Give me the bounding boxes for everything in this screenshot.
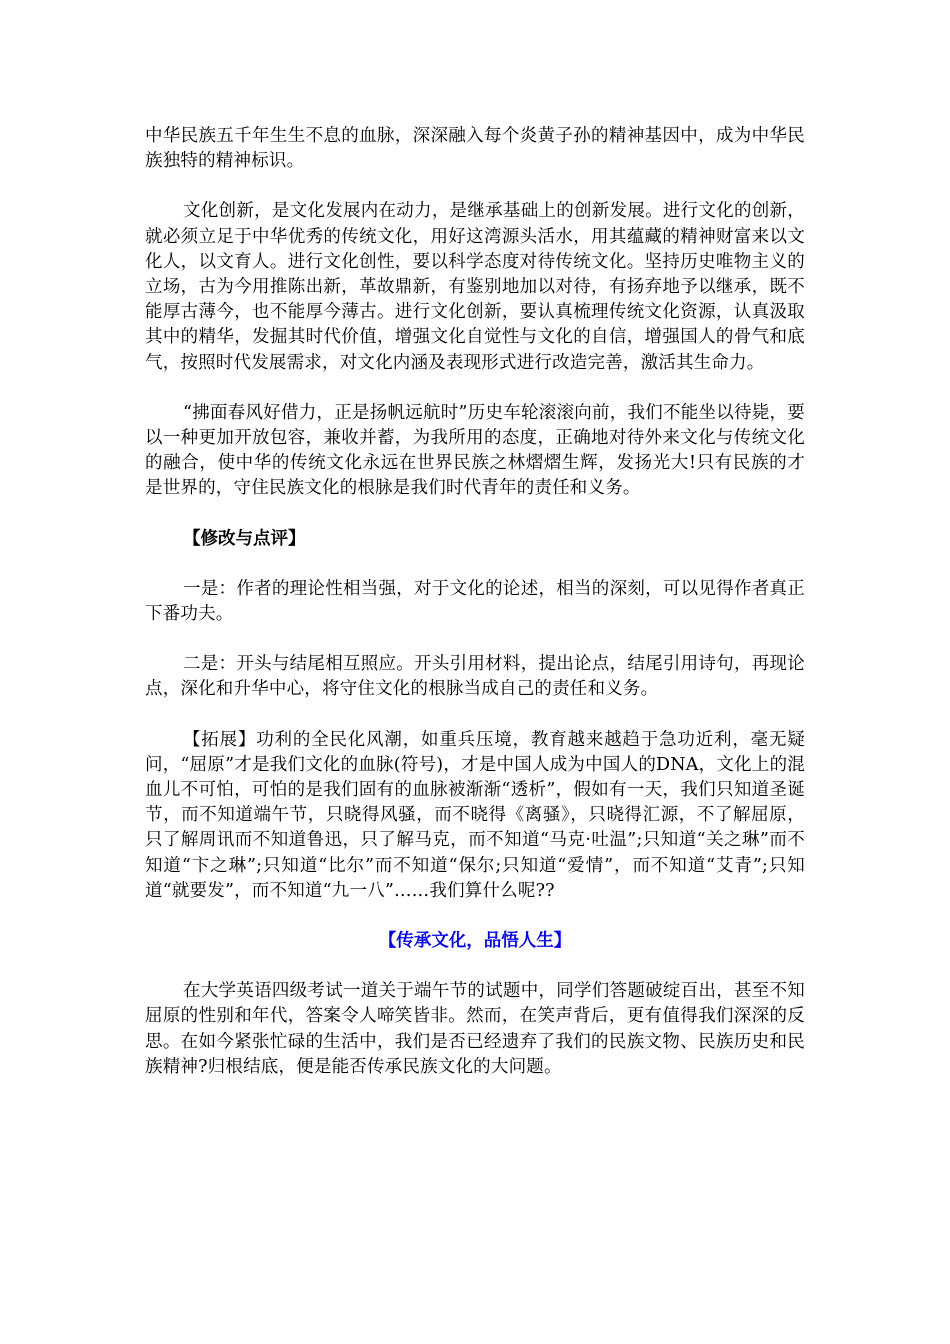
spacer — [145, 174, 805, 199]
spacer — [145, 954, 805, 979]
document-page — [145, 124, 805, 1080]
section-title: 【传承文化，品悟人生】 — [378, 931, 572, 952]
spacer — [145, 502, 805, 527]
spacer — [145, 703, 805, 728]
spacer — [145, 376, 805, 401]
spacer — [145, 627, 805, 652]
heading-review: 【修改与点评】 — [183, 528, 306, 549]
spacer — [145, 904, 805, 929]
paragraph-expansion: 【拓展】功利的全民化风潮，如重兵压境，教育越来越趋于急功近利，毫无疑问，“屈原”才是我们文化的血脉(符号)，才是中国人成为中国人的DNA，文化上的混血儿不可怕，可怕的是我们固有的血脉被渐渐“透析”，假如有一天，我们只知道圣诞节，而不知道端午节，只晓得风骚，而不晓得《离骚》，只晓得汇源，不了解屈原，只了解周讯而不知道鲁迅，只了解马克，而不知道“马克·吐温”;只知道“关之琳”而不知道“卞之琳”;只知道“比尔”而不知道“保尔;只知道“爱情”，而不知道“艾青”;只知道“就要发”，而不知道“九一八”……我们算什么呢?? — [145, 729, 805, 901]
paragraph-cultural-innovation: 文化创新，是文化发展内在动力，是继承基础上的创新发展。进行文化的创新，就必须立足于中华优秀的传统文化，用好这湾源头活水，用其蕴藏的精神财富来以文化人，以文育人。进行文化创性，要以科学态度对待传统文化。坚持历史唯物主义的立场，古为今用推陈出新，革故鼎新，有鉴别地加以对待，有扬弃地予以继承，既不能厚古薄今，也不能厚今薄古。进行文化创新，要认真梳理传统文化资源，认真汲取其中的精华，发掘其时代价值，增强文化自觉性与文化的自信，增强国人的骨气和底气，按照时代发展需求，对文化内涵及表现形式进行改造完善，激活其生命力。 — [145, 201, 805, 373]
paragraph-bloodline: 中华民族五千年生生不息的血脉，深深融入每个炎黄子孙的精神基因中，成为中华民族独特的精神标识。 — [145, 126, 805, 172]
paragraph-spring-breeze: “拂面春风好借力，正是扬帆远航时”历史车轮滚滚向前，我们不能坐以待毙，要以一种更加开放包容，兼收并蓄，为我所用的态度，正确地对待外来文化与传统文化的融合，使中华的传统文化永远在世界民族之林熠熠生辉，发扬光大!只有民族的才是世界的，守住民族文化的根脉是我们时代青年的责任和义务。 — [145, 402, 805, 499]
paragraph-review-two: 二是：开头与结尾相互照应。开头引用材料，提出论点，结尾引用诗句，再现论点，深化和升华中心，将守住文化的根脉当成自己的责任和义务。 — [145, 654, 805, 700]
spacer — [145, 552, 805, 577]
paragraph-review-one: 一是：作者的理论性相当强，对于文化的论述，相当的深刻，可以见得作者真正下番功夫。 — [145, 578, 805, 625]
paragraph-cet4-exam: 在大学英语四级考试一道关于端午节的试题中，同学们答题破绽百出，甚至不知屈原的性别和年代，答案令人啼笑皆非。然而，在笑声背后，更有值得我们深深的反思。在如今紧张忙碌的生活中，我们是否已经遗弃了我们的民族文物、民族历史和民族精神?归根结底，便是能否传承民族文化的大问题。 — [145, 981, 805, 1077]
